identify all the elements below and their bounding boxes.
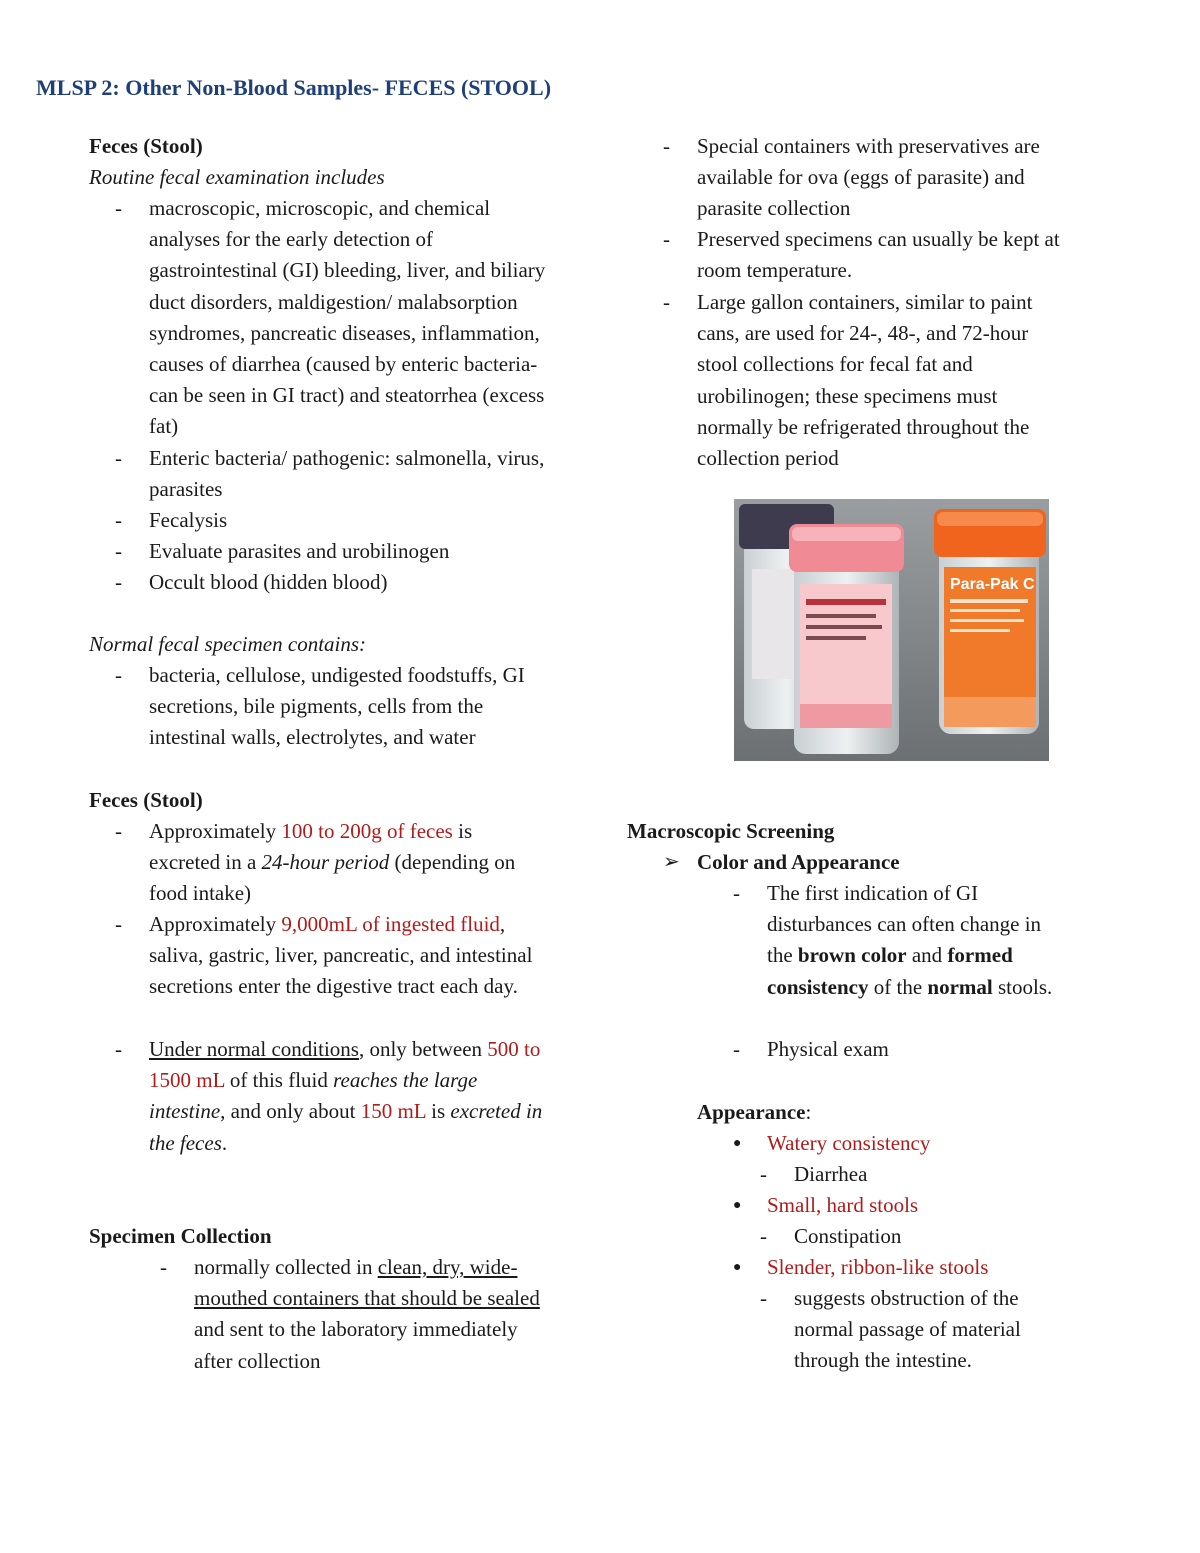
dash-icon: - <box>115 570 122 594</box>
list-item: - Constipation <box>760 1221 1060 1252</box>
section-heading-feces: Feces (Stool) <box>89 134 203 158</box>
list-item: ● Watery consistency <box>733 1128 1073 1159</box>
list-item: - normally collected in clean, dry, wide-mouthed containers that should be sealed and sent to the laboratory immediately after collection <box>160 1252 560 1377</box>
dash-icon: - <box>663 290 670 314</box>
list-item: ➢ Color and Appearance <box>663 847 1063 878</box>
dash-icon: - <box>663 134 670 158</box>
list-item: - The first indication of GI disturbances can often change in the brown color and formed consistency of the normal stools. <box>733 878 1073 1003</box>
dash-icon: - <box>160 1255 167 1279</box>
containers-illustration <box>734 499 1049 761</box>
dash-icon: - <box>115 508 122 532</box>
dash-icon: - <box>760 1162 767 1186</box>
section-subheading-normal: Normal fecal specimen contains: <box>89 632 367 656</box>
dash-icon: - <box>115 446 122 470</box>
dash-icon: - <box>115 1037 122 1061</box>
dash-icon: - <box>115 196 122 220</box>
list-item: ● Slender, ribbon-like stools <box>733 1252 1073 1283</box>
dash-icon: - <box>663 227 670 251</box>
dash-icon: - <box>115 912 122 936</box>
section-heading-specimen-collection: Specimen Collection <box>89 1224 272 1248</box>
section-heading-macroscopic: Macroscopic Screening <box>627 819 835 843</box>
section-heading-feces-2: Feces (Stool) <box>89 788 203 812</box>
dash-icon: - <box>733 1037 740 1061</box>
appearance-heading: Appearance: <box>697 1100 812 1124</box>
section-subheading-routine: Routine fecal examination includes <box>89 165 385 189</box>
list-item: - Physical exam <box>733 1034 1073 1065</box>
specimen-containers-photo <box>734 499 1049 761</box>
list-item: - Large gallon containers, similar to paint cans, are used for 24-, 48-, and 72-hour stool collections for fecal fat and urobilinogen; these specimens must normally be refrigerated throughout the collection period <box>663 287 1083 474</box>
list-item: - Fecalysis <box>115 505 560 536</box>
para-pak-label: Para-Pak C <box>950 576 1035 593</box>
list-item: - suggests obstruction of the normal passage of material through the intestine. <box>760 1283 1070 1377</box>
list-item: - Approximately 100 to 200g of feces is excreted in a 24-hour period (depending on food intake) <box>115 816 560 910</box>
list-item: - Special containers with preservatives are available for ova (eggs of parasite) and parasite collection <box>663 131 1083 225</box>
list-item: - Approximately 9,000mL of ingested fluid, saliva, gastric, liver, pancreatic, and intestinal secretions enter the digestive tract each day. <box>115 909 560 1003</box>
dash-icon: - <box>115 819 122 843</box>
list-item: - Enteric bacteria/ pathogenic: salmonella, virus, parasites <box>115 443 560 505</box>
list-item: ● Small, hard stools <box>733 1190 1073 1221</box>
bullet-icon: ● <box>733 1136 742 1151</box>
page-title: MLSP 2: Other Non-Blood Samples- FECES (STOOL) <box>36 75 552 100</box>
list-item: - Occult blood (hidden blood) <box>115 567 560 598</box>
list-item: - macroscopic, microscopic, and chemical analyses for the early detection of gastrointestinal (GI) bleeding, liver, and biliary duct disorders, maldigestion/ malabsorption syndromes, pancreatic diseases, inflammation, causes of diarrhea (caused by enteric bacteria- can be seen in GI tract) and steatorrhea (excess fat) <box>115 193 560 443</box>
list-item: - Diarrhea <box>760 1159 1060 1190</box>
dash-icon: - <box>760 1286 767 1310</box>
dash-icon: - <box>733 881 740 905</box>
list-item: - Under normal conditions, only between 500 to 1500 mL of this fluid reaches the large intestine, and only about 150 mL is excreted in the feces. <box>115 1034 560 1159</box>
arrow-bullet-icon: ➢ <box>663 851 680 873</box>
bullet-icon: ● <box>733 1198 742 1213</box>
list-item: - Evaluate parasites and urobilinogen <box>115 536 560 567</box>
list-item: - Preserved specimens can usually be kept at room temperature. <box>663 224 1083 286</box>
list-item: - bacteria, cellulose, undigested foodstuffs, GI secretions, bile pigments, cells from the intestinal walls, electrolytes, and water <box>115 660 565 754</box>
dash-icon: - <box>115 663 122 687</box>
dash-icon: - <box>115 539 122 563</box>
bullet-icon: ● <box>733 1260 742 1275</box>
dash-icon: - <box>760 1224 767 1248</box>
